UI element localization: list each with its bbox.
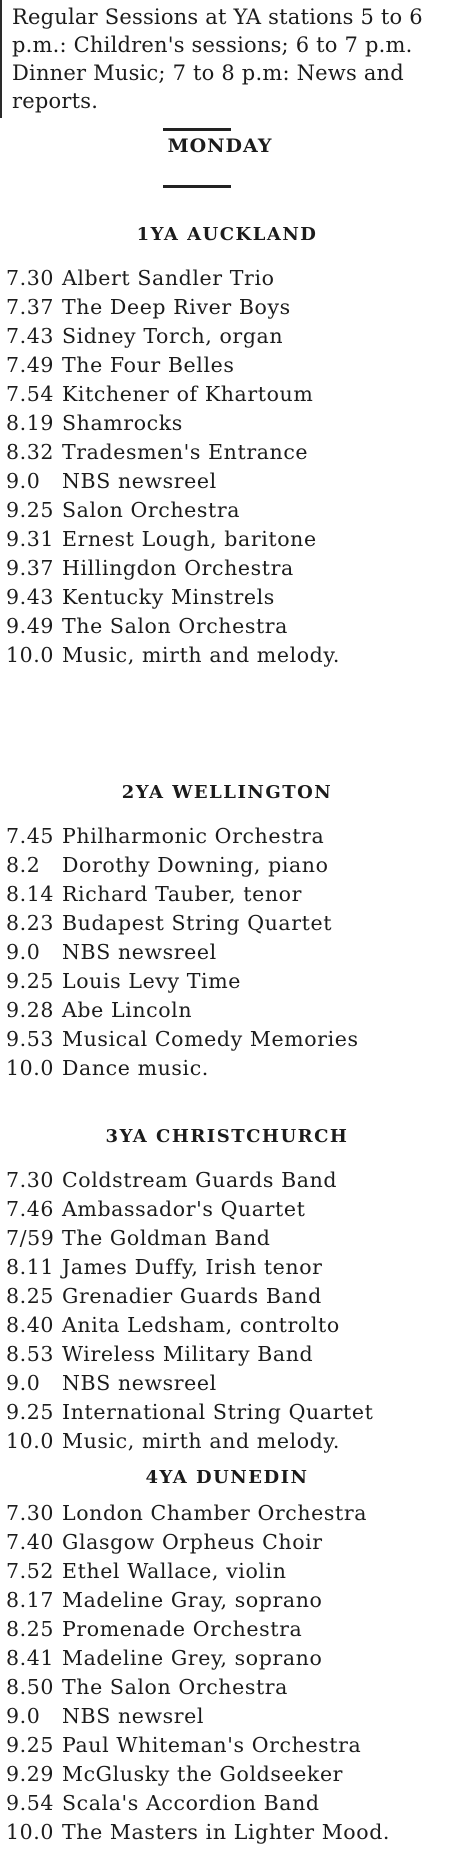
program-title: Wireless Military Band	[62, 1342, 314, 1366]
program-title: Music, mirth and melody.	[62, 643, 340, 667]
program-title: Anita Ledsham, controlto	[62, 1313, 340, 1337]
program-time: 8.53	[6, 1342, 55, 1366]
program-title: Ethel Wallace, violin	[62, 1559, 287, 1583]
day-heading: MONDAY	[167, 135, 273, 157]
program-row	[6, 1760, 452, 1789]
program-row	[6, 1528, 452, 1557]
program-row	[6, 409, 452, 438]
program-time: 7.30	[6, 1168, 55, 1192]
program-row	[6, 1224, 452, 1253]
program-row	[6, 1311, 452, 1340]
program-row	[6, 1369, 452, 1398]
program-row	[6, 1789, 452, 1818]
program-row	[6, 554, 452, 583]
program-title: Glasgow Orpheus Choir	[62, 1530, 323, 1554]
program-row	[6, 1731, 452, 1760]
program-time: 9.28	[6, 998, 55, 1022]
program-row	[6, 1615, 452, 1644]
program-time: 9.31	[6, 527, 55, 551]
program-time: 7.54	[6, 382, 55, 406]
program-row	[6, 264, 452, 293]
station-heading-dunedin: 4YA DUNEDIN	[145, 1467, 309, 1488]
program-time: 9.0	[6, 1371, 41, 1395]
program-time: 7.30	[6, 266, 55, 290]
program-title: The Deep River Boys	[62, 295, 291, 319]
program-row	[6, 1025, 452, 1054]
program-time: 9.49	[6, 614, 55, 638]
program-time: 8.19	[6, 411, 55, 435]
program-time: 9.29	[6, 1762, 55, 1786]
program-time: 9.0	[6, 940, 41, 964]
program-title: Richard Tauber, tenor	[62, 882, 302, 906]
program-row	[6, 612, 452, 641]
program-time: 8.2	[6, 853, 41, 877]
program-title: London Chamber Orchestra	[62, 1501, 368, 1525]
program-title: The Salon Orchestra	[62, 1675, 289, 1699]
program-time: 7.43	[6, 324, 55, 348]
program-title: NBS newsreel	[62, 469, 217, 493]
program-row	[6, 1644, 452, 1673]
program-title: Music, mirth and melody.	[62, 1429, 340, 1453]
program-time: 9.25	[6, 1733, 55, 1757]
station-heading-wellington: 2YA WELLINGTON	[121, 782, 333, 803]
program-time: 9.25	[6, 969, 55, 993]
program-time: 7.46	[6, 1197, 55, 1221]
program-title: Albert Sandler Trio	[62, 266, 275, 290]
program-time: 10.0	[6, 643, 55, 667]
program-row	[6, 1054, 452, 1083]
program-title: Grenadier Guards Band	[62, 1284, 322, 1308]
program-row	[6, 293, 452, 322]
program-title: McGlusky the Goldseeker	[62, 1762, 344, 1786]
program-title: Ernest Lough, baritone	[62, 527, 317, 551]
program-row	[6, 1427, 452, 1456]
program-title: Salon Orchestra	[62, 498, 241, 522]
station-heading-christchurch: 3YA CHRISTCHURCH	[105, 1126, 349, 1147]
program-row	[6, 351, 452, 380]
program-row	[6, 496, 452, 525]
program-time: 8.25	[6, 1617, 55, 1641]
program-time: 7/59	[6, 1226, 55, 1250]
program-row	[6, 641, 452, 670]
program-time: 7.49	[6, 353, 55, 377]
program-time: 9.0	[6, 1704, 41, 1728]
program-title: Dorothy Downing, piano	[62, 853, 329, 877]
program-row	[6, 967, 452, 996]
program-row	[6, 822, 452, 851]
program-list-auckland	[6, 264, 452, 670]
program-title: The Goldman Band	[62, 1226, 271, 1250]
program-time: 9.25	[6, 498, 55, 522]
program-time: 10.0	[6, 1429, 55, 1453]
program-title: Abe Lincoln	[62, 998, 193, 1022]
program-time: 8.32	[6, 440, 55, 464]
station-heading-auckland: 1YA AUCKLAND	[136, 224, 318, 245]
program-row	[6, 1702, 452, 1731]
program-time: 8.11	[6, 1255, 55, 1279]
program-title: Promenade Orchestra	[62, 1617, 303, 1641]
program-title: Sidney Torch, organ	[62, 324, 284, 348]
program-title: Coldstream Guards Band	[62, 1168, 338, 1192]
divider-rule	[163, 128, 231, 131]
program-row	[6, 909, 452, 938]
program-title: Ambassador's Quartet	[62, 1197, 306, 1221]
program-title: Hillingdon Orchestra	[62, 556, 294, 580]
program-time: 7.45	[6, 824, 55, 848]
program-title: International String Quartet	[62, 1400, 374, 1424]
program-row	[6, 1166, 452, 1195]
program-title: Shamrocks	[62, 411, 183, 435]
program-time: 8.17	[6, 1588, 55, 1612]
program-title: Madeline Gray, soprano	[62, 1588, 323, 1612]
program-title: NBS newsrel	[62, 1704, 205, 1728]
program-time: 9.54	[6, 1791, 55, 1815]
program-row	[6, 1340, 452, 1369]
program-time: 8.14	[6, 882, 55, 906]
program-time: 9.43	[6, 585, 55, 609]
program-time: 7.30	[6, 1501, 55, 1525]
program-time: 9.25	[6, 1400, 55, 1424]
program-time: 7.37	[6, 295, 55, 319]
program-title: Philharmonic Orchestra	[62, 824, 325, 848]
program-row	[6, 525, 452, 554]
program-title: James Duffy, Irish tenor	[62, 1255, 323, 1279]
program-title: Dance music.	[62, 1056, 209, 1080]
program-row	[6, 1673, 452, 1702]
column-border	[0, 0, 2, 118]
program-time: 7.52	[6, 1559, 55, 1583]
program-title: Louis Levy Time	[62, 969, 241, 993]
program-title: NBS newsreel	[62, 940, 217, 964]
program-time: 8.50	[6, 1675, 55, 1699]
program-time: 8.23	[6, 911, 55, 935]
program-title: The Salon Orchestra	[62, 614, 289, 638]
program-list-christchurch	[6, 1166, 452, 1456]
program-time: 8.41	[6, 1646, 55, 1670]
program-title: Kentucky Minstrels	[62, 585, 275, 609]
program-time: 7.40	[6, 1530, 55, 1554]
program-row	[6, 1253, 452, 1282]
regular-sessions-note: Regular Sessions at YA stations 5 to 6 p.m.: Children's sessions; 6 to 7 p.m. Dinner Music; 7 to 8 p.m: News and reports.	[12, 5, 423, 113]
program-row	[6, 1818, 452, 1847]
program-title: Budapest String Quartet	[62, 911, 333, 935]
program-title: Musical Comedy Memories	[62, 1027, 359, 1051]
program-row	[6, 322, 452, 351]
divider-rule	[163, 185, 231, 188]
program-row	[6, 438, 452, 467]
program-title: Scala's Accordion Band	[62, 1791, 320, 1815]
program-title: Madeline Grey, soprano	[62, 1646, 323, 1670]
program-time: 9.0	[6, 469, 41, 493]
program-row	[6, 851, 452, 880]
program-list-wellington	[6, 822, 452, 1083]
program-row	[6, 880, 452, 909]
program-time: 10.0	[6, 1820, 55, 1844]
program-row	[6, 996, 452, 1025]
program-row	[6, 1499, 452, 1528]
program-title: The Four Belles	[62, 353, 235, 377]
program-row	[6, 1195, 452, 1224]
program-list-dunedin	[6, 1499, 452, 1847]
program-title: Tradesmen's Entrance	[62, 440, 309, 464]
program-time: 8.40	[6, 1313, 55, 1337]
program-row	[6, 380, 452, 409]
program-title: Kitchener of Khartoum	[62, 382, 314, 406]
program-title: The Masters in Lighter Mood.	[62, 1820, 391, 1844]
program-time: 9.37	[6, 556, 55, 580]
program-row	[6, 1282, 452, 1311]
program-row	[6, 1586, 452, 1615]
program-time: 8.25	[6, 1284, 55, 1308]
program-row	[6, 467, 452, 496]
program-time: 10.0	[6, 1056, 55, 1080]
program-row	[6, 1398, 452, 1427]
program-title: Paul Whiteman's Orchestra	[62, 1733, 362, 1757]
program-title: NBS newsreel	[62, 1371, 217, 1395]
program-row	[6, 583, 452, 612]
program-row	[6, 938, 452, 967]
program-row	[6, 1557, 452, 1586]
program-time: 9.53	[6, 1027, 55, 1051]
